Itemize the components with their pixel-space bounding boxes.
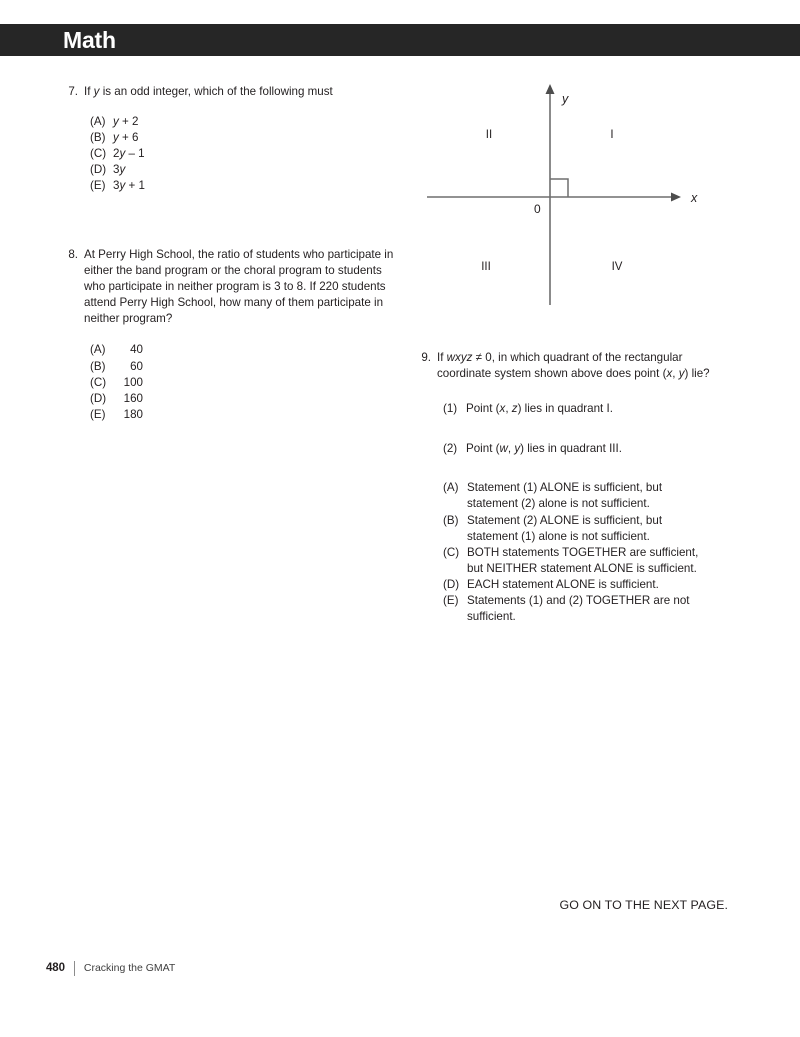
choice-item[interactable] — [90, 375, 394, 391]
q9-stem-part-a: If — [437, 351, 447, 364]
question-7-number: 7. — [68, 85, 78, 98]
choice-text: Statement (1) ALONE is sufficient, but statement (2) alone is not sufficient. — [467, 481, 663, 511]
y-axis-arrowhead — [546, 84, 555, 94]
choice-tail: + 1 — [125, 179, 145, 193]
x-axis-arrowhead — [671, 193, 681, 202]
question-8-number: 8. — [68, 248, 78, 261]
choice-text — [113, 162, 394, 178]
quadrant-label-IV: IV — [611, 261, 623, 273]
statement-1 — [443, 401, 737, 417]
statement-pre: Point ( — [466, 442, 500, 456]
q7-stem-part-b: is an odd integer, which of the following must — [99, 85, 333, 98]
question-9-stem-text — [437, 350, 737, 382]
choice-text — [113, 178, 394, 194]
choice-letter: (E) — [90, 179, 106, 193]
statement-number: (1) — [443, 402, 458, 416]
choice-tail: + 2 — [118, 115, 139, 129]
choice-value: 100 — [123, 375, 143, 389]
choice-value: 180 — [123, 407, 143, 421]
choice-coefficient: 2 — [113, 147, 120, 161]
question-9-number: 9. — [421, 351, 431, 364]
header-bar — [0, 24, 800, 56]
q9-point-comma: , — [672, 367, 679, 381]
q9-point-y: y — [678, 367, 685, 381]
choice-letter: (C) — [90, 147, 107, 161]
q9-stem-variables: wxyz — [446, 351, 473, 364]
choice-letter: (A) — [90, 115, 106, 129]
quadrant-label-I: I — [610, 129, 614, 141]
go-on-next-page-note: GO ON TO THE NEXT PAGE. — [559, 898, 728, 912]
choice-item[interactable] — [443, 513, 737, 545]
question-7 — [64, 84, 394, 195]
choice-letter: (D) — [90, 163, 107, 177]
question-8 — [64, 247, 394, 423]
q7-stem-variable: y — [93, 85, 100, 98]
footer-divider — [74, 961, 75, 976]
choice-item[interactable] — [90, 359, 394, 375]
choice-item[interactable] — [90, 114, 394, 130]
choice-item[interactable] — [90, 178, 394, 194]
question-9-choices — [443, 480, 737, 625]
statement-post: ) lies in quadrant I. — [517, 402, 613, 416]
choice-letter: (C) — [90, 375, 107, 389]
choice-value: 60 — [130, 359, 143, 373]
coordinate-plane-figure — [415, 78, 715, 323]
statement-2 — [443, 441, 737, 457]
choice-letter: (E) — [90, 407, 106, 421]
footer-book-title: Cracking the GMAT — [83, 962, 176, 974]
question-7-stem-text — [84, 84, 394, 100]
choice-item[interactable] — [443, 593, 737, 625]
choice-variable: y — [113, 115, 119, 129]
choice-coefficient: 3 — [113, 163, 120, 177]
choice-letter: (A) — [90, 343, 106, 357]
footer-page-number: 480 — [46, 962, 65, 974]
statement-variable-1: w — [499, 442, 508, 456]
choice-value: 160 — [123, 391, 143, 405]
y-axis-label: y — [562, 92, 569, 106]
statement-post: ) lies in quadrant III. — [520, 442, 622, 456]
choice-variable: y — [119, 147, 126, 161]
choice-item[interactable] — [443, 545, 737, 577]
choice-text — [113, 130, 394, 146]
choice-letter: (E) — [443, 594, 459, 608]
q7-stem-part-a: If — [84, 85, 94, 98]
choice-text — [113, 114, 394, 130]
choice-letter: (B) — [90, 131, 106, 145]
statement-pre: Point ( — [466, 402, 500, 416]
q9-stem-part-b: ≠ 0, in which quadrant of the rectangular coordinate system shown above does point ( — [437, 351, 683, 381]
choice-item[interactable] — [90, 146, 394, 162]
choice-letter: (C) — [443, 545, 460, 559]
question-7-choices — [90, 114, 394, 194]
question-8-stem-text: At Perry High School, the ratio of students who participate in either the band program or the choral program to students who participate in neither program is 3 to 8. If 220 students attend Perry High School, how many of them participate in neither program? — [84, 248, 394, 326]
page-title: Math — [63, 27, 116, 53]
q9-point-x: x — [666, 367, 673, 381]
origin-label: 0 — [534, 202, 541, 216]
choice-variable: y — [119, 179, 126, 193]
page-footer — [46, 960, 175, 976]
statement-number: (2) — [443, 442, 458, 456]
choice-item[interactable] — [90, 342, 394, 358]
question-9-stem — [417, 350, 737, 382]
choice-text — [113, 146, 394, 162]
statement-variable-2: z — [511, 402, 518, 416]
statement-comma: , — [505, 402, 512, 416]
choice-letter: (D) — [90, 391, 107, 405]
choice-coefficient: 3 — [113, 179, 120, 193]
question-7-stem — [64, 84, 394, 100]
choice-letter: (D) — [443, 577, 460, 591]
quadrant-label-II: II — [485, 129, 493, 141]
choice-tail: – 1 — [125, 147, 145, 161]
choice-letter: (A) — [443, 481, 459, 495]
choice-letter: (B) — [443, 513, 459, 527]
choice-tail: + 6 — [118, 131, 139, 145]
choice-text: Statements (1) and (2) TOGETHER are not sufficient. — [467, 594, 690, 624]
question-8-choices — [90, 342, 394, 422]
choice-text: Statement (2) ALONE is sufficient, but statement (1) alone is not sufficient. — [467, 513, 663, 543]
right-angle-marker — [550, 179, 568, 197]
q9-stem-part-c: ) lie? — [684, 367, 710, 381]
choice-item[interactable] — [443, 577, 737, 593]
choice-letter: (B) — [90, 359, 106, 373]
x-axis-label: x — [691, 191, 698, 205]
choice-value: 40 — [130, 343, 143, 357]
statement-text — [466, 441, 622, 457]
choice-text: BOTH statements TOGETHER are sufficient, but NEITHER statement ALONE is sufficient. — [467, 545, 699, 575]
statement-comma: , — [507, 442, 515, 456]
choice-variable: y — [119, 163, 126, 177]
choice-item[interactable] — [90, 407, 394, 423]
choice-item[interactable] — [90, 162, 394, 178]
quadrant-label-III: III — [481, 261, 491, 273]
choice-variable: y — [113, 131, 119, 145]
choice-text: EACH statement ALONE is sufficient. — [467, 577, 659, 591]
choice-item[interactable] — [90, 130, 394, 146]
statement-variable-2: y — [514, 442, 521, 456]
statement-text — [466, 401, 613, 417]
coordinate-plane-svg — [415, 78, 715, 323]
question-8-stem — [64, 247, 394, 327]
choice-item[interactable] — [90, 391, 394, 407]
choice-item[interactable] — [443, 480, 737, 512]
statement-variable-1: x — [499, 402, 506, 416]
question-9 — [417, 350, 737, 625]
